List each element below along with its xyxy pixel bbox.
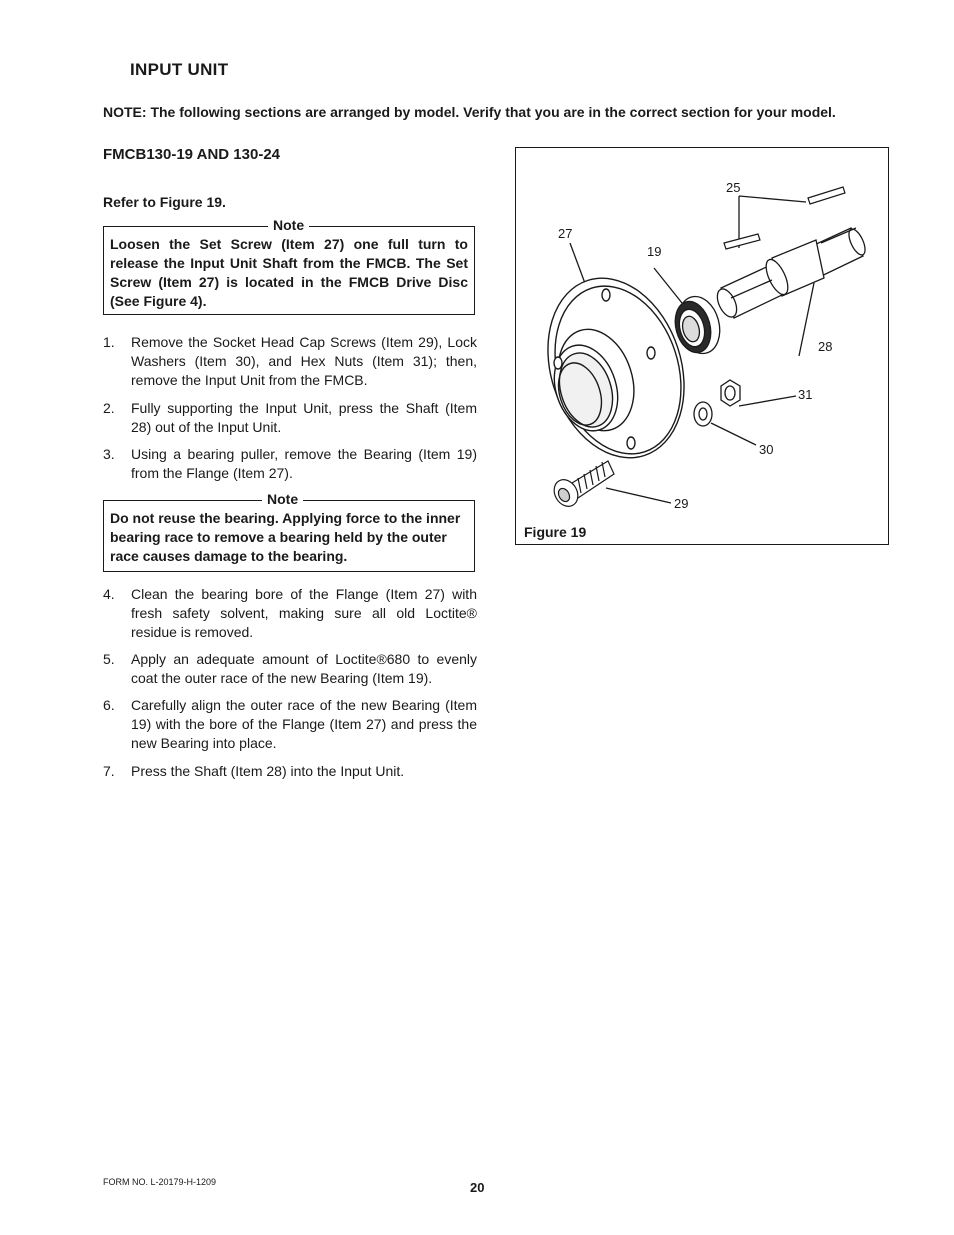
callout-28: 28	[818, 339, 833, 354]
step-text: Apply an adequate amount of Loctite®680 to evenly coat the outer race of the new Bearing (Item 19).	[131, 651, 477, 686]
step-number: 2.	[103, 400, 115, 416]
step-text: Using a bearing puller, remove the Bearing (Item 19) from the Flange (Item 27).	[131, 446, 477, 481]
step-text: Remove the Socket Head Cap Screws (Item 29), Lock Washers (Item 30), and Hex Nuts (Item 31); then, remove the Input Unit from the FMCB.	[131, 334, 477, 388]
model-note: NOTE: The following sections are arranged by model. Verify that you are in the correct section for your model.	[103, 104, 836, 120]
refer-figure-text: Refer to Figure 19.	[103, 194, 226, 210]
list-item	[103, 585, 477, 642]
step-number: 4.	[103, 586, 115, 602]
list-item	[103, 762, 477, 781]
form-number: FORM NO. L-20179-H-1209	[103, 1177, 217, 1187]
callout-29: 29	[674, 496, 689, 511]
note-text: Loosen the Set Screw (Item 27) one full turn to release the Input Unit Shaft from the FMCB. The Set Screw (Item 27) is located in the FMCB Drive Disc (See Figure 4).	[110, 236, 468, 309]
note-text: Do not reuse the bearing. Applying force to the inner bearing race to remove a bearing held by the outer race causes damage to the bearing.	[110, 510, 461, 564]
callout-27: 27	[558, 226, 573, 241]
list-item	[103, 445, 477, 483]
list-item	[103, 399, 477, 437]
step-text: Press the Shaft (Item 28) into the Input Unit.	[131, 763, 405, 779]
step-text: Carefully align the outer race of the new Bearing (Item 19) with the bore of the Flange (Item 27) and press the new Bearing into place.	[131, 697, 477, 751]
note-box-set-screw	[103, 217, 475, 315]
step-text: Fully supporting the Input Unit, press the Shaft (Item 28) out of the Input Unit.	[131, 400, 477, 435]
figure-caption: Figure 19	[524, 524, 587, 540]
callout-31: 31	[798, 387, 813, 402]
callout-25: 25	[726, 180, 741, 195]
note-box-bearing	[103, 491, 475, 572]
model-subtitle: FMCB130-19 AND 130-24	[103, 146, 281, 163]
list-item	[103, 650, 477, 688]
page-number: 20	[470, 1180, 485, 1195]
list-item	[103, 333, 477, 390]
figure-19	[515, 147, 889, 545]
callout-30: 30	[759, 442, 774, 457]
list-item	[103, 696, 477, 753]
step-number: 5.	[103, 651, 115, 667]
callout-19: 19	[647, 244, 662, 259]
step-number: 1.	[103, 334, 115, 350]
step-number: 7.	[103, 763, 115, 779]
step-text: Clean the bearing bore of the Flange (Item 27) with fresh safety solvent, making sure all old Loctite® residue is removed.	[131, 586, 477, 640]
step-number: 6.	[103, 697, 115, 713]
note-label: Note	[262, 490, 303, 509]
note-label: Note	[268, 216, 309, 235]
section-title: INPUT UNIT	[130, 60, 229, 79]
step-number: 3.	[103, 446, 115, 462]
